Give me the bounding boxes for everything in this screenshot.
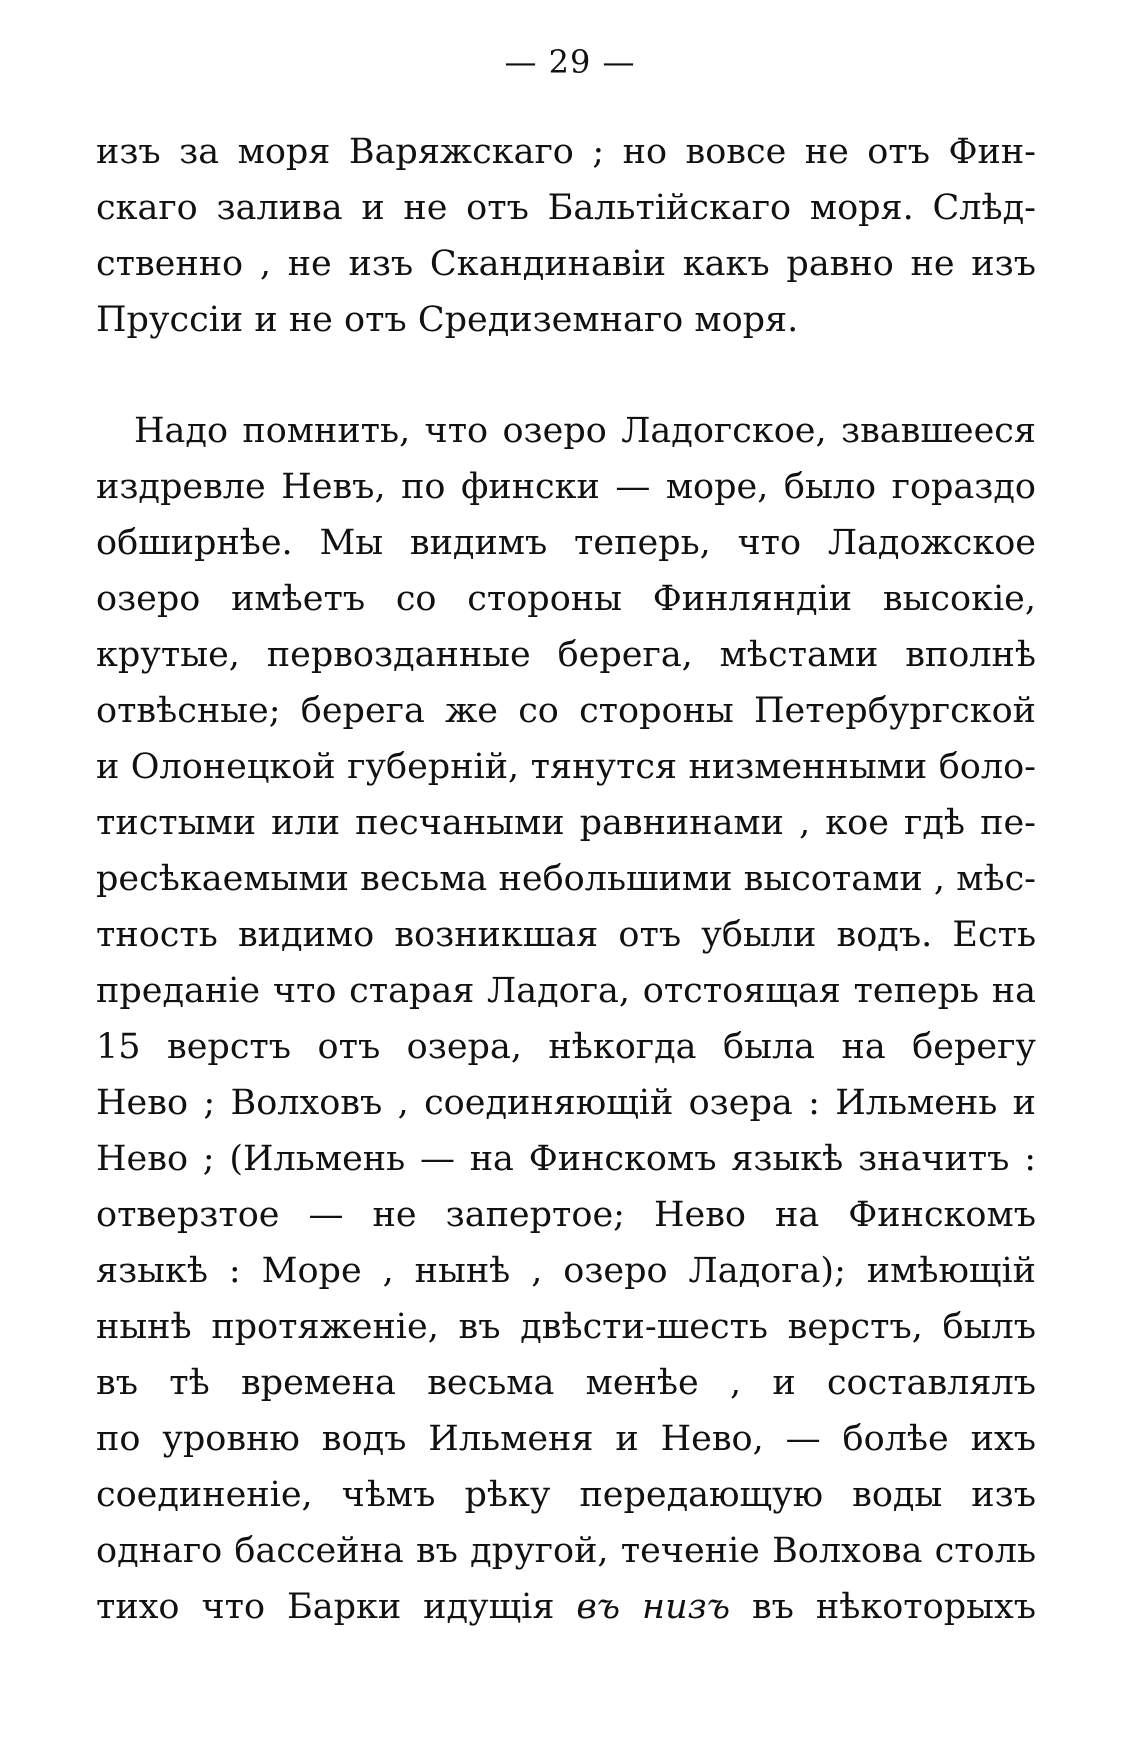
text-line: ресѣкаемыми весьма небольшими высотами , мѣс- — [96, 859, 1036, 899]
italic-text-segment: въ низъ — [576, 1587, 731, 1627]
paragraph-1 — [96, 124, 1036, 348]
text-line: Надо помнить, что озеро Ладогское, звавшееся — [134, 411, 1036, 451]
text-line: тистыми или песчаными равнинами , кое гдѣ пе- — [96, 803, 1036, 843]
text-line: преданіе что старая Ладога, отстоящая теперь на — [96, 971, 1036, 1011]
text-line: крутые, первозданные берега, мѣстами вполнѣ — [96, 635, 1036, 675]
text-line: отвѣсные; берега же со стороны Петербургской — [96, 691, 1036, 731]
text-line: ственно , не изъ Скандинавіи какъ равно не изъ — [96, 244, 1036, 284]
text-line: изъ за моря Варяжскаго ; но вовсе не отъ Фин- — [96, 132, 1036, 172]
text-line: 15 верстъ отъ озера, нѣкогда была на берегу — [96, 1027, 1036, 1067]
text-segment: тихо что Барки идущія — [96, 1587, 577, 1627]
page-number: — 29 — — [504, 43, 636, 81]
text-line: Нево ; Волховъ , соединяющій озера : Ильмень и — [96, 1083, 1036, 1123]
text-line: нынѣ протяженіе, въ двѣсти-шесть верстъ, былъ — [96, 1307, 1036, 1347]
text-line: въ тѣ времена весьма менѣе , и составлялъ — [96, 1363, 1036, 1403]
text-segment: въ нѣкоторыхъ — [730, 1587, 1036, 1627]
text-line: отверзтое — не запертое; Нево на Финскомъ — [96, 1195, 1036, 1235]
text-line: издревле Невъ, по фински — море, было гораздо — [96, 467, 1036, 507]
text-line: языкѣ : Море , нынѣ , озеро Ладога); имѣющій — [96, 1251, 1036, 1291]
text-line: скаго залива и не отъ Бальтійскаго моря. Слѣд- — [96, 188, 1036, 228]
text-line-last — [96, 1579, 1036, 1635]
text-line: озеро имѣетъ со стороны Финляндіи высокіе, — [96, 579, 1036, 619]
text-line: обширнѣе. Мы видимъ теперь, что Ладожское — [96, 523, 1036, 563]
text-line: однаго бассейна въ другой, теченіе Волхова столь — [96, 1531, 1036, 1571]
text-line: и Олонецкой губерній, тянутся низменными боло- — [96, 747, 1036, 787]
text-line: Нево ; (Ильмень — на Финскомъ языкѣ значитъ : — [96, 1139, 1036, 1179]
text-line: тность видимо возникшая отъ убыли водъ. Есть — [96, 915, 1036, 955]
text-line: по уровню водъ Ильменя и Нево, — болѣе ихъ — [96, 1419, 1036, 1459]
text-line: Пруссіи и не отъ Средиземнаго моря. — [96, 300, 799, 340]
paragraph-2 — [96, 403, 1036, 1635]
text-line: соединеніе, чѣмъ рѣку передающую воды изъ — [96, 1475, 1036, 1515]
